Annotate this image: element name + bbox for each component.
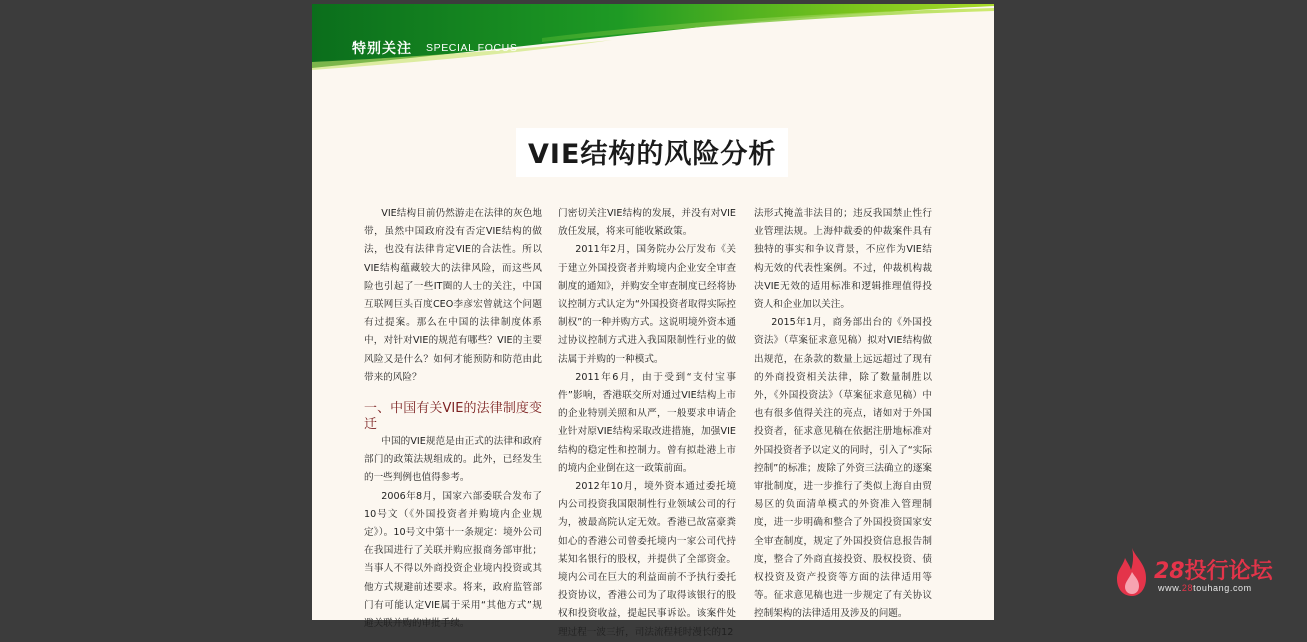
section-label: 特别关注 (352, 41, 412, 57)
watermark-logo (1154, 554, 1273, 585)
section-heading: 一、中国有关VIE的法律制度变迁 (364, 401, 542, 433)
watermark-logo-text: 投行论坛 (1184, 559, 1273, 584)
banner-swoosh-graphic (312, 4, 994, 74)
watermark-url-suffix: touhang.com (1193, 583, 1252, 593)
article-title: VIE结构的风险分析 (516, 128, 788, 177)
paragraph: 2006年8月，国家六部委联合发布了10号文（《外国投资者并购境内企业规定》）。10号文中第十一条规定：境外公司在我国进行了关联并购应报商务部审批；当事人不得以外商投资企业境内投资或其他方式规避前述要求。将来，政府监管部门有可能认定VIE属于采用“其他方式”规避关联并购的审批手续。 (364, 490, 542, 630)
paragraph: 中国的VIE规范是由正式的法律和政府部门的政策法规组成的。此外，已经发生的一些判例也值得参考。 (364, 436, 542, 484)
paragraph: 2015年1月，商务部出台的《外国投资法》（草案征求意见稿）拟对VIE结构做出规范，在条款的数量上远远超过了现有的外商投资相关法律，除了数量制胜以外，《外国投资法》（草案征求意见稿）中也有很多值得关注的亮点，诸如对于外国投资者，征求意见稿在依据注册地标准对外国投资者予以定义的同时，引入了“实际控制”的标准；废除了外资三法确立的逐案审批制度，进一步推行了类似上海自由贸易区的负面清单模式的外资准入管理制度，进一步明确和整合了外国投资国家安全审查制度，规定了外国投资信息报告制度，整合了外商直接投资、股权投资、债权投资及资产投资等方面的法律适用等等。征求意见稿也进一步规定了有关协议控制架构的法律适用及涉及的问题。 (754, 317, 932, 620)
watermark-url-prefix: www. (1158, 583, 1182, 593)
document-page (312, 4, 994, 638)
site-watermark (1112, 546, 1282, 602)
paragraph: 法形式掩盖非法目的；违反我国禁止性行业管理法规。上海仲裁委的仲裁案件具有独特的事实和争议背景，不应作为VIE结构无效的代表性案例。不过，仲裁机构裁决VIE无效的适用标准和逻辑推理值得投资人和企业加以关注。 (754, 208, 932, 311)
watermark-url-highlight: 28 (1181, 583, 1194, 593)
watermark-url (1158, 583, 1252, 593)
paragraph: VIE结构目前仍然游走在法律的灰色地带，虽然中国政府没有否定VIE结构的做法，也没有法律肯定VIE的合法性。所以VIE结构蕴藏较大的法律风险，而这些风险也引起了一些IT圈的人士的关注，中国互联网巨头百度CEO李彦宏曾就这个问题有过提案。那么在中国的法律制度体系中，对针对VIE的规范有哪些？VIE的主要风险又是什么？如何才能预防和防范由此带来的风险？ (364, 208, 542, 383)
section-banner (312, 4, 994, 74)
text-column-3 (754, 205, 932, 624)
paragraph: 2011年2月，国务院办公厅发布《关于建立外国投资者并购境内企业安全审查制度的通知》，并购安全审查制度已经将协议控制方式认定为“外国投资者取得实际控制权”的一种并购方式。这说明境外资本通过协议控制方式进入我国限制性行业的做法属于并购的一种模式。 (558, 244, 736, 365)
paragraph: 2012年10月，境外资本通过委托境内公司投资我国限制性行业领域公司的行为，被最高院认定无效。香港已故富豪粪如心的香港公司曾委托境内一家公司代持某知名银行的股权，并提供了全部资金。境内公司在巨大的利益面前不予执行委托投资协议，香港公司为了取得该银行的股权和投资收益，提起民事诉讼。该案件处理过程一波三折，司法流程耗时漫长的12 (558, 481, 736, 638)
flame-icon (1112, 546, 1152, 598)
paragraph: 2011年6月，由于受到“支付宝事件”影响，香港联交所对通过VIE结构上市的企业特别关照和从严，一般要求申请企业针对原VIE结构采取改进措施，加强VIE结构的稳定性和控制力。曾有拟赴港上市的境内企业倒在这一政策前面。 (558, 371, 736, 474)
paragraph: 门密切关注VIE结构的发展，并没有对VIE放任发展，将来可能收紧政策。 (558, 208, 736, 238)
text-column-2 (558, 205, 736, 642)
text-column-1 (364, 205, 542, 633)
watermark-logo-number: 28 (1154, 559, 1185, 584)
section-label-english: SPECIAL FOCUS (426, 42, 518, 54)
